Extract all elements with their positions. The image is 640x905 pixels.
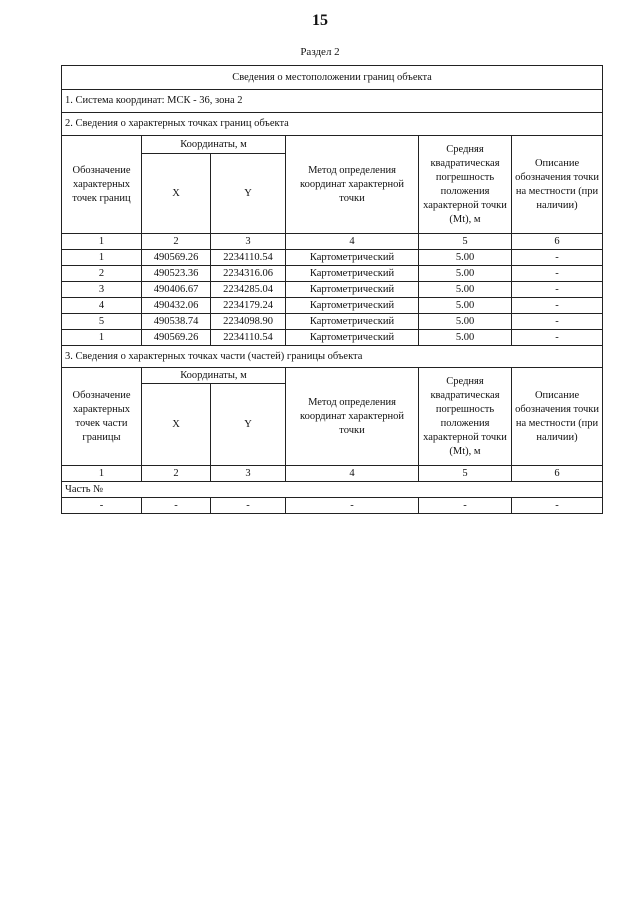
- point-id: 3: [62, 282, 142, 298]
- table-row: [62, 250, 603, 266]
- method-value: Картометрический: [286, 330, 419, 346]
- y-value: 2234179.24: [211, 298, 286, 314]
- table-row: [62, 330, 603, 346]
- description-value: -: [512, 314, 603, 330]
- part2-title: 2. Сведения о характерных точках границ объекта: [62, 113, 603, 136]
- column-number: 6: [512, 466, 603, 482]
- method-value: Картометрический: [286, 250, 419, 266]
- x-value: 490523.36: [142, 266, 211, 282]
- header-error: Средняя квадратическая погрешность положения характерной точки (Mt), м: [419, 136, 512, 234]
- column-number: 3: [211, 234, 286, 250]
- y-value: -: [211, 498, 286, 514]
- y-value: 2234316.06: [211, 266, 286, 282]
- point-id: 1: [62, 330, 142, 346]
- description-value: -: [512, 498, 603, 514]
- description-value: -: [512, 298, 603, 314]
- column-number: 5: [419, 466, 512, 482]
- x-value: 490538.74: [142, 314, 211, 330]
- description-value: -: [512, 282, 603, 298]
- main-title: Сведения о местоположении границ объекта: [62, 66, 603, 90]
- method-value: Картометрический: [286, 266, 419, 282]
- y-value: 2234110.54: [211, 330, 286, 346]
- column-number: 2: [142, 234, 211, 250]
- error-value: 5.00: [419, 330, 512, 346]
- header-coordinates: Координаты, м: [142, 368, 286, 384]
- header-row: [62, 136, 603, 154]
- y-value: 2234110.54: [211, 250, 286, 266]
- title-row: [62, 66, 603, 90]
- header-description: Описание обозначения точки на местности (при наличии): [512, 368, 603, 466]
- method-value: Картометрический: [286, 298, 419, 314]
- boundary-table: [61, 65, 603, 514]
- header-row: [62, 368, 603, 384]
- point-id: 2: [62, 266, 142, 282]
- y-value: 2234285.04: [211, 282, 286, 298]
- x-value: 490406.67: [142, 282, 211, 298]
- x-value: -: [142, 498, 211, 514]
- column-number: 5: [419, 234, 512, 250]
- table-row: [62, 266, 603, 282]
- header-method: Метод определения координат характерной точки: [286, 136, 419, 234]
- header-description: Описание обозначения точки на местности (при наличии): [512, 136, 603, 234]
- column-number: 4: [286, 466, 419, 482]
- part2-row: [62, 113, 603, 136]
- header-y: Y: [211, 154, 286, 234]
- coord-system: 1. Система координат: МСК - 36, зона 2: [62, 90, 603, 113]
- part-point-id: -: [62, 498, 142, 514]
- error-value: 5.00: [419, 282, 512, 298]
- x-value: 490432.06: [142, 298, 211, 314]
- header-method: Метод определения координат характерной точки: [286, 368, 419, 466]
- point-id: 1: [62, 250, 142, 266]
- header-y: Y: [211, 384, 286, 466]
- error-value: 5.00: [419, 250, 512, 266]
- header-point-designation: Обозначение характерных точек границ: [62, 136, 142, 234]
- header-coordinates: Координаты, м: [142, 136, 286, 154]
- method-value: -: [286, 498, 419, 514]
- x-value: 490569.26: [142, 330, 211, 346]
- part-number-row: [62, 482, 603, 498]
- error-value: 5.00: [419, 314, 512, 330]
- table-row: [62, 298, 603, 314]
- header-x: X: [142, 384, 211, 466]
- part3-title: 3. Сведения о характерных точках части (частей) границы объекта: [62, 346, 603, 368]
- method-value: Картометрический: [286, 314, 419, 330]
- header-x: X: [142, 154, 211, 234]
- column-number: 1: [62, 234, 142, 250]
- error-value: 5.00: [419, 266, 512, 282]
- table-row: [62, 282, 603, 298]
- table-row: [62, 314, 603, 330]
- part-number-label: Часть №: [62, 482, 603, 498]
- part3-row: [62, 346, 603, 368]
- column-numbers-row: [62, 234, 603, 250]
- description-value: -: [512, 266, 603, 282]
- column-number: 6: [512, 234, 603, 250]
- header-error: Средняя квадратическая погрешность положения характерной точки (Mt), м: [419, 368, 512, 466]
- point-id: 4: [62, 298, 142, 314]
- section-title: Раздел 2: [300, 46, 340, 58]
- coord-system-row: [62, 90, 603, 113]
- error-value: 5.00: [419, 298, 512, 314]
- y-value: 2234098.90: [211, 314, 286, 330]
- column-number: 2: [142, 466, 211, 482]
- column-number: 4: [286, 234, 419, 250]
- column-number: 1: [62, 466, 142, 482]
- description-value: -: [512, 330, 603, 346]
- column-number: 3: [211, 466, 286, 482]
- method-value: Картометрический: [286, 282, 419, 298]
- page-number: 15: [312, 12, 328, 29]
- point-id: 5: [62, 314, 142, 330]
- error-value: -: [419, 498, 512, 514]
- table-row: [62, 498, 603, 514]
- description-value: -: [512, 250, 603, 266]
- header-part-point-designation: Обозначение характерных точек части границы: [62, 368, 142, 466]
- x-value: 490569.26: [142, 250, 211, 266]
- column-numbers-row: [62, 466, 603, 482]
